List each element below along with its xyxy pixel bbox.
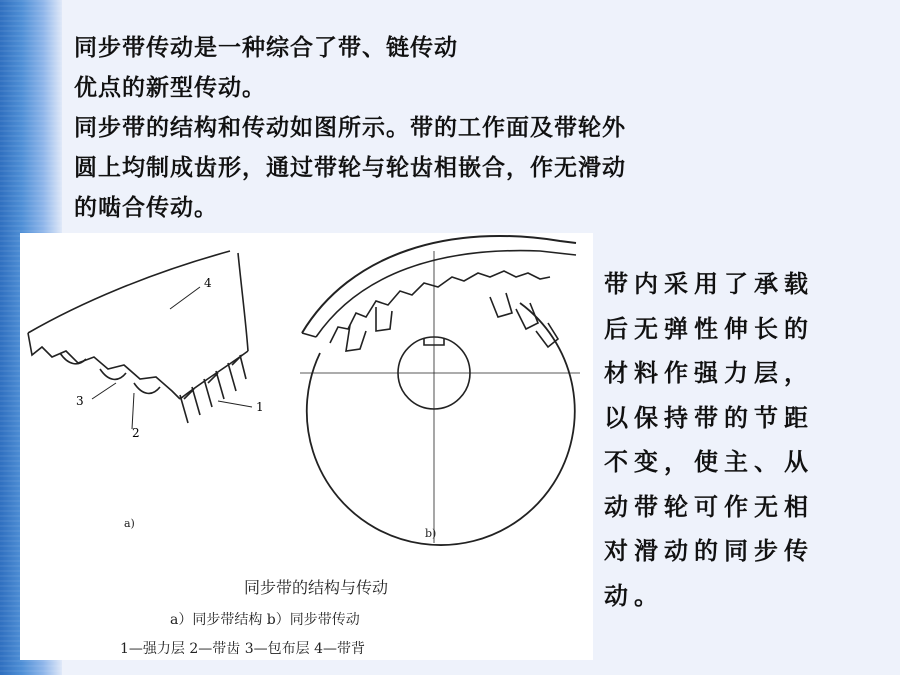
side-line-1: 带内采用了承载 [604, 270, 814, 298]
figure-label-b: b) [425, 527, 437, 540]
side-line-7: 对滑动的同步传 [604, 537, 814, 565]
pulley-drawing [300, 236, 580, 545]
belt-structure-drawing [28, 251, 252, 429]
text-line-5: 的啮合传动。 [74, 195, 218, 221]
belt-diagram-figure [20, 233, 593, 660]
label-num-3: 3 [76, 394, 84, 408]
figure-caption-subtitle: a）同步带结构 b）同步带传动 [170, 612, 360, 628]
text-line-2: 优点的新型传动。 [74, 75, 266, 101]
side-line-3: 材料作强力层， [604, 359, 814, 387]
figure-caption-legend: 1—强力层 2—带齿 3—包布层 4—带背 [120, 641, 365, 657]
intro-text [74, 28, 884, 228]
text-line-1: 同步带传动是一种综合了带、链传动 [74, 35, 458, 61]
side-line-2: 后无弹性伸长的 [604, 314, 814, 343]
figure-label-a: a) [124, 517, 135, 530]
label-num-1: 1 [256, 400, 264, 414]
side-line-6: 动带轮可作无相 [604, 492, 814, 521]
text-line-3: 同步带的结构和传动如图所示。带的工作面及带轮外 [74, 115, 626, 141]
figure-caption-title: 同步带的结构与传动 [244, 578, 389, 597]
side-description [604, 262, 894, 618]
label-num-4: 4 [204, 276, 212, 290]
side-line-8: 动。 [604, 581, 664, 610]
label-num-2: 2 [132, 426, 140, 440]
side-line-5: 不变，使主、从 [604, 448, 814, 476]
side-line-4: 以保持带的节距 [604, 403, 814, 432]
text-line-4: 圆上均制成齿形，通过带轮与轮齿相嵌合，作无滑动 [74, 155, 626, 181]
